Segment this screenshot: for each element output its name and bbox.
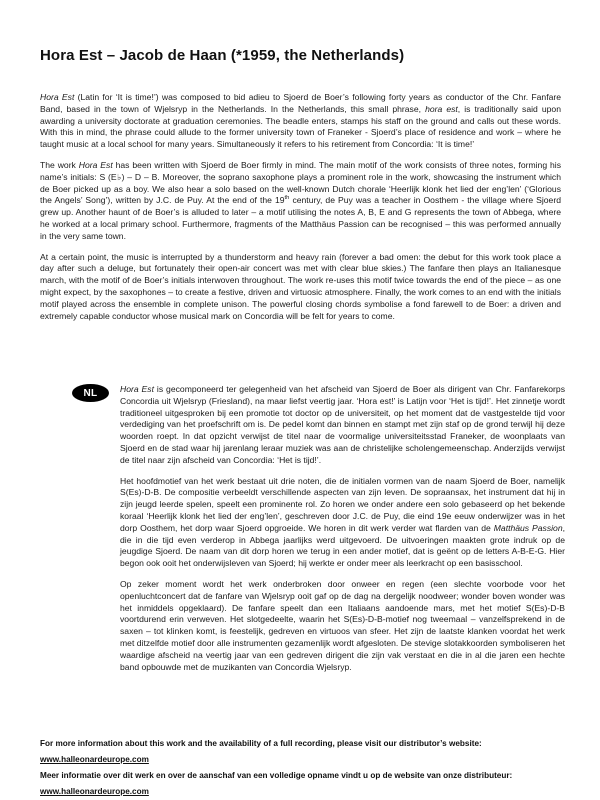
footer-line-english <box>40 736 567 768</box>
english-paragraph-3: At a certain point, the music is interrupted by a thunderstorm and heavy rain (forever a bad omen: the debut for this work took place a day after such a deluge, but fortunately their open-air concert was met with clear blue skies.) The fanfare then plays an Italianesque march, with the motif of de Boer’s initials interwoven throughout. The work re-uses this motif twice towards the end of the piece – as one might expect, by the saxophones – to create a festive, driven and virtuosic atmosphere. Finally, the work comes to an end with the initials motif played across the ensemble in complete unison. The powerful closing chords symbolise a fond farewell to de Boer: a driven and extremely capable conductor whose musical mark on Concordia will be felt for years to come. <box>40 251 561 321</box>
dutch-paragraph-2: Het hoofdmotief van het werk bestaat uit drie noten, die de initialen vormen van de naam Sjoerd de Boer, namelijk S(Es)-D-B. De compositie verbeeldt verschillende aspecten van zijn leven. De sopraansax, het instrument dat hij in zijn jeugd leerde spelen, speelt een prominente rol. Zo horen we onder andere een solo gebaseerd op het bekende koraal ‘Heerlijk klonk het lied der eng’len’, geschreven door J.C. de Puy, die eind 19e eeuw onderwijzer was in het dorp Oosthem, het dorp waar Sjoerd opgroeide. We horen in dit werk verder wat flarden van de Matthäus Passion, die in die tijd even verderop in Abbega jaarlijks werd uitgevoerd. De uitvoeringen maakten grote indruk op de jeugdige Sjoerd. De naam van dit dorp horen we terug in een ander motief, dat is geënt op de letters A-B-E-G. Hier begon ook ooit het onderwijsleven van Sjoerd; hij werkte er onder meer als leerkracht op een basisschool. <box>120 475 566 569</box>
nl-badge-column <box>40 384 120 682</box>
english-paragraph-2: The work Hora Est has been written with Sjoerd de Boer firmly in mind. The main motif of the work consists of three notes, forming his name’s initials: S (E♭) – D – B. Moreover, the soprano saxophone plays a prominent role in the work, showcasing the instrument which de Boer picked up as a boy. We also hear a solo based on the well-known Dutch chorale ‘Heerlijk klonk het lied der eng’len’ (‘Glorious the Angels’ Song’), written by J.C. de Puy. At the end of the 19th century, de Puy was a teacher in Oosthem - the village where Sjoerd grew up. Another haunt of de Boer’s is alluded to later – a motif utilising the notes A, B, E and G represents the town of Abbega, where he worked at a local primary school. Furthermore, fragments of the Matthäus Passion can be recognised – this was performed annually in the very same town. <box>40 159 561 241</box>
dutch-paragraph-1: Hora Est is gecomponeerd ter gelegenheid van het afscheid van Sjoerd de Boer als dirigent van Chr. Fanfarekorps Concordia uit Wjelsryp (Friesland), na maar liefst veertig jaar. ‘Hora est!’ is Latijn voor ‘Het is tijd!’. Het zinnetje wordt traditioneel uitgesproken bij een promotie tot doctor op de universiteit, op het moment dat de vastgestelde tijd voor verdediging van het proefschrift om is. De pedel komt dan binnen en stampt met zijn staf op de grond terwijl hij deze woorden roept. In dat opzicht verwijst de titel naar de voormalige universiteitsstad Franeker, de woonplaats van Sjoerd en de stad waar hij jarenlang leraar muziek was aan de christelijke scholengemeenschap. Anderzijds verwijst de titel naar zijn afscheid van Concordia: ‘Het is tijd!’. <box>120 384 565 465</box>
english-notes-section <box>40 92 561 331</box>
footer-text-dutch: Meer informatie over dit werk en over de aanschaf van een volledige opname vindt u op de website van onze distributeur: <box>40 771 513 780</box>
dutch-paragraph-3: Op zeker moment wordt het werk onderbroken door onweer en regen (een slechte voorbode voor het openluchtconcert dat de fanfare van Wjelsryp ooit gaf op de dag na dergelijk noodweer; wonder boven wonder was het inmiddels opgeklaard). De fanfare speelt dan een Italiaans aandoende mars, met het motief S(Es)-D-B voortdurend erin verweven. Het slotgedeelte, waarin het S(Es)-D-B-motief nog tweemaal – vanzelfsprekend in de saxen – tot klinken komt, is feestelijk, gedreven en virtuoos van sfeer. Het zijn de laatste klanken voordat het werk met ditzelfde motief door alle instrumenten gezamenlijk wordt afgesloten. De stevige slotakkoorden symboliseren het waardige afscheid na veertig jaar van een gedreven dirigent die zijn vak verstaat en die in al die jaren een hechte band opbouwde met de muzikanten van Concordia Wjelsryp. <box>120 578 565 672</box>
english-paragraph-1: Hora Est (Latin for ‘It is time!’) was composed to bid adieu to Sjoerd de Boer’s following forty years as conductor of the Chr. Fanfare Band, based in the town of Wjelsryp in the Netherlands. In the Netherlands, this small phrase, hora est, is traditionally said upon awarding a university doctorate at graduation ceremonies. The beadle enters, stamps his staff on the ground and calls out these words. With this in mind, the phrase could allude to the former university town of Franeker - Sjoerd’s place of residence and work – where he taught music at a local school for many years. Simultaneously it refers to his retirement from Concordia: ‘It is time!’ <box>40 92 561 150</box>
footer-text-english: For more information about this work and the availability of a full recording, please visit our distributor’s website: <box>40 739 482 748</box>
dutch-notes-section <box>40 384 565 682</box>
page-title: Hora Est – Jacob de Haan (*1959, the Netherlands) <box>40 47 405 64</box>
distributor-link-english[interactable]: www.halleonardeurope.com <box>40 755 149 764</box>
dutch-text-column <box>120 384 565 682</box>
nl-language-badge: NL <box>72 384 109 402</box>
footer <box>40 736 567 800</box>
distributor-link-dutch[interactable]: www.halleonardeurope.com <box>40 787 149 796</box>
footer-line-dutch <box>40 768 567 800</box>
